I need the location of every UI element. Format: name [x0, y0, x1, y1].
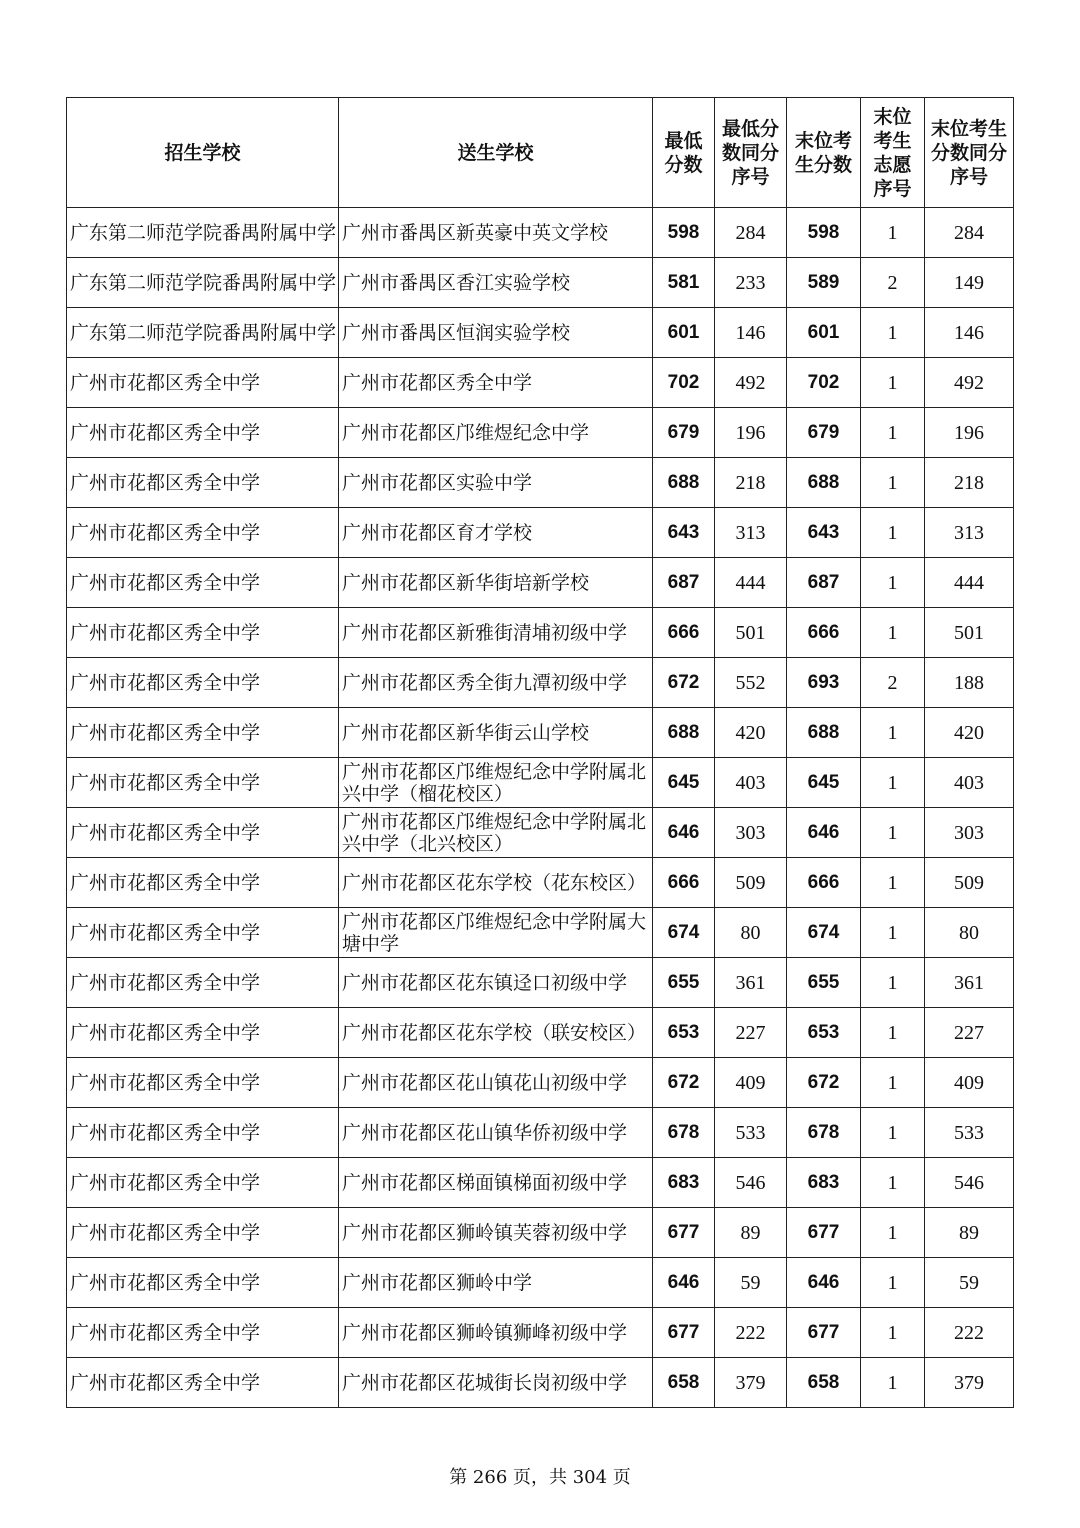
table-row [67, 658, 1014, 708]
sending-school-cell: 广州市花都区邝维煜纪念中学附属大塘中学 [339, 908, 653, 958]
min-score-cell: 655 [653, 958, 715, 1008]
min-score-cell: 601 [653, 308, 715, 358]
last-wish-rank-cell: 2 [861, 258, 925, 308]
sending-school-cell: 广州市花都区花东镇迳口初级中学 [339, 958, 653, 1008]
recruiting-school-cell: 广州市花都区秀全中学 [67, 1058, 339, 1108]
header-row [67, 98, 1014, 208]
min-score-tie-rank-cell: 409 [715, 1058, 787, 1108]
last-wish-rank-cell: 1 [861, 1258, 925, 1308]
last-score-cell: 672 [787, 1058, 861, 1108]
last-score-cell: 674 [787, 908, 861, 958]
last-wish-rank-cell: 1 [861, 1208, 925, 1258]
last-score-tie-rank-cell: 492 [925, 358, 1014, 408]
min-score-tie-rank-cell: 509 [715, 858, 787, 908]
table-row [67, 1008, 1014, 1058]
last-score-tie-rank-cell: 80 [925, 908, 1014, 958]
recruiting-school-cell: 广州市花都区秀全中学 [67, 958, 339, 1008]
table-row [67, 1308, 1014, 1358]
last-score-cell: 655 [787, 958, 861, 1008]
min-score-cell: 688 [653, 708, 715, 758]
last-score-tie-rank-cell: 218 [925, 458, 1014, 508]
last-score-cell: 687 [787, 558, 861, 608]
table-row [67, 508, 1014, 558]
table-row [67, 258, 1014, 308]
sending-school-cell: 广州市花都区花山镇花山初级中学 [339, 1058, 653, 1108]
min-score-cell: 598 [653, 208, 715, 258]
last-score-tie-rank-cell: 303 [925, 808, 1014, 858]
last-wish-rank-cell: 1 [861, 458, 925, 508]
min-score-tie-rank-cell: 303 [715, 808, 787, 858]
last-score-tie-rank-cell: 501 [925, 608, 1014, 658]
min-score-cell: 687 [653, 558, 715, 608]
table-row [67, 858, 1014, 908]
recruiting-school-cell: 广州市花都区秀全中学 [67, 1258, 339, 1308]
sending-school-cell: 广州市番禺区新英豪中英文学校 [339, 208, 653, 258]
min-score-tie-rank-cell: 59 [715, 1258, 787, 1308]
last-wish-rank-cell: 1 [861, 1308, 925, 1358]
min-score-tie-rank-cell: 403 [715, 758, 787, 808]
min-score-cell: 672 [653, 1058, 715, 1108]
last-wish-rank-cell: 1 [861, 358, 925, 408]
min-score-tie-rank-cell: 233 [715, 258, 787, 308]
last-score-cell: 645 [787, 758, 861, 808]
last-score-cell: 589 [787, 258, 861, 308]
min-score-tie-rank-cell: 546 [715, 1158, 787, 1208]
last-wish-rank-cell: 1 [861, 558, 925, 608]
last-score-tie-rank-cell: 420 [925, 708, 1014, 758]
min-score-cell: 688 [653, 458, 715, 508]
min-score-tie-rank-cell: 361 [715, 958, 787, 1008]
min-score-tie-rank-cell: 379 [715, 1358, 787, 1408]
last-score-tie-rank-cell: 222 [925, 1308, 1014, 1358]
table-row [67, 308, 1014, 358]
min-score-tie-rank-cell: 218 [715, 458, 787, 508]
min-score-tie-rank-cell: 420 [715, 708, 787, 758]
table-row [67, 408, 1014, 458]
recruiting-school-cell: 广州市花都区秀全中学 [67, 458, 339, 508]
last-score-tie-rank-cell: 533 [925, 1108, 1014, 1158]
last-score-tie-rank-cell: 409 [925, 1058, 1014, 1108]
recruiting-school-cell: 广州市花都区秀全中学 [67, 808, 339, 858]
table-row [67, 558, 1014, 608]
min-score-tie-rank-cell: 222 [715, 1308, 787, 1358]
table-row [67, 1358, 1014, 1408]
sending-school-cell: 广州市番禺区香江实验学校 [339, 258, 653, 308]
last-score-cell: 666 [787, 608, 861, 658]
recruiting-school-cell: 广州市花都区秀全中学 [67, 408, 339, 458]
table-row [67, 358, 1014, 408]
last-score-cell: 646 [787, 1258, 861, 1308]
sending-school-cell: 广州市花都区新华街云山学校 [339, 708, 653, 758]
last-wish-rank-cell: 1 [861, 808, 925, 858]
sending-school-cell: 广州市番禺区恒润实验学校 [339, 308, 653, 358]
recruiting-school-cell: 广东第二师范学院番禺附属中学 [67, 258, 339, 308]
last-score-cell: 688 [787, 708, 861, 758]
sending-school-cell: 广州市花都区育才学校 [339, 508, 653, 558]
min-score-cell: 666 [653, 858, 715, 908]
last-score-cell: 653 [787, 1008, 861, 1058]
page-footer: 第 266 页，共 304 页 [449, 1467, 631, 1488]
last-wish-rank-cell: 1 [861, 958, 925, 1008]
min-score-cell: 645 [653, 758, 715, 808]
sending-school-cell: 广州市花都区狮岭镇芙蓉初级中学 [339, 1208, 653, 1258]
min-score-cell: 702 [653, 358, 715, 408]
min-score-cell: 674 [653, 908, 715, 958]
sending-school-cell: 广州市花都区邝维煜纪念中学附属北兴中学（北兴校区） [339, 808, 653, 858]
header-last-score: 末位考生分数 [787, 98, 861, 208]
last-wish-rank-cell: 1 [861, 1108, 925, 1158]
last-score-cell: 683 [787, 1158, 861, 1208]
last-score-cell: 658 [787, 1358, 861, 1408]
recruiting-school-cell: 广州市花都区秀全中学 [67, 758, 339, 808]
last-score-cell: 646 [787, 808, 861, 858]
table-row [67, 1158, 1014, 1208]
min-score-tie-rank-cell: 444 [715, 558, 787, 608]
min-score-tie-rank-cell: 501 [715, 608, 787, 658]
recruiting-school-cell: 广州市花都区秀全中学 [67, 1208, 339, 1258]
last-score-tie-rank-cell: 146 [925, 308, 1014, 358]
last-score-cell: 598 [787, 208, 861, 258]
last-wish-rank-cell: 1 [861, 1358, 925, 1408]
recruiting-school-cell: 广州市花都区秀全中学 [67, 1108, 339, 1158]
sending-school-cell: 广州市花都区狮岭镇狮峰初级中学 [339, 1308, 653, 1358]
header-min-score-tie-rank: 最低分数同分序号 [715, 98, 787, 208]
min-score-cell: 653 [653, 1008, 715, 1058]
min-score-cell: 677 [653, 1308, 715, 1358]
last-wish-rank-cell: 1 [861, 758, 925, 808]
last-wish-rank-cell: 1 [861, 1158, 925, 1208]
min-score-tie-rank-cell: 146 [715, 308, 787, 358]
min-score-cell: 658 [653, 1358, 715, 1408]
min-score-tie-rank-cell: 313 [715, 508, 787, 558]
table-row [67, 1208, 1014, 1258]
last-score-cell: 688 [787, 458, 861, 508]
last-score-tie-rank-cell: 59 [925, 1258, 1014, 1308]
min-score-tie-rank-cell: 80 [715, 908, 787, 958]
min-score-cell: 666 [653, 608, 715, 658]
last-wish-rank-cell: 1 [861, 708, 925, 758]
last-score-cell: 601 [787, 308, 861, 358]
last-wish-rank-cell: 2 [861, 658, 925, 708]
recruiting-school-cell: 广州市花都区秀全中学 [67, 358, 339, 408]
min-score-tie-rank-cell: 89 [715, 1208, 787, 1258]
recruiting-school-cell: 广州市花都区秀全中学 [67, 1358, 339, 1408]
table-row [67, 1058, 1014, 1108]
recruiting-school-cell: 广州市花都区秀全中学 [67, 1308, 339, 1358]
min-score-cell: 678 [653, 1108, 715, 1158]
last-score-cell: 678 [787, 1108, 861, 1158]
table-row [67, 208, 1014, 258]
last-score-tie-rank-cell: 188 [925, 658, 1014, 708]
last-score-cell: 702 [787, 358, 861, 408]
header-min-score: 最低分数 [653, 98, 715, 208]
recruiting-school-cell: 广东第二师范学院番禺附属中学 [67, 208, 339, 258]
sending-school-cell: 广州市花都区新华街培新学校 [339, 558, 653, 608]
min-score-tie-rank-cell: 284 [715, 208, 787, 258]
last-score-tie-rank-cell: 444 [925, 558, 1014, 608]
min-score-cell: 677 [653, 1208, 715, 1258]
last-score-cell: 666 [787, 858, 861, 908]
sending-school-cell: 广州市花都区秀全街九潭初级中学 [339, 658, 653, 708]
header-recruiting-school: 招生学校 [67, 98, 339, 208]
recruiting-school-cell: 广州市花都区秀全中学 [67, 1158, 339, 1208]
last-score-tie-rank-cell: 546 [925, 1158, 1014, 1208]
last-score-tie-rank-cell: 361 [925, 958, 1014, 1008]
sending-school-cell: 广州市花都区秀全中学 [339, 358, 653, 408]
min-score-cell: 646 [653, 808, 715, 858]
sending-school-cell: 广州市花都区狮岭中学 [339, 1258, 653, 1308]
table-row [67, 708, 1014, 758]
recruiting-school-cell: 广州市花都区秀全中学 [67, 608, 339, 658]
sending-school-cell: 广州市花都区新雅街清埔初级中学 [339, 608, 653, 658]
table-row [67, 1108, 1014, 1158]
last-score-tie-rank-cell: 379 [925, 1358, 1014, 1408]
table-row [67, 608, 1014, 658]
sending-school-cell: 广州市花都区花东学校（花东校区） [339, 858, 653, 908]
table-row [67, 908, 1014, 958]
sending-school-cell: 广州市花都区花山镇华侨初级中学 [339, 1108, 653, 1158]
recruiting-school-cell: 广东第二师范学院番禺附属中学 [67, 308, 339, 358]
sending-school-cell: 广州市花都区实验中学 [339, 458, 653, 508]
last-wish-rank-cell: 1 [861, 608, 925, 658]
header-sending-school: 送生学校 [339, 98, 653, 208]
table-row [67, 758, 1014, 808]
min-score-cell: 672 [653, 658, 715, 708]
last-score-tie-rank-cell: 509 [925, 858, 1014, 908]
table-row [67, 458, 1014, 508]
last-score-cell: 643 [787, 508, 861, 558]
min-score-tie-rank-cell: 196 [715, 408, 787, 458]
sending-school-cell: 广州市花都区花城街长岗初级中学 [339, 1358, 653, 1408]
recruiting-school-cell: 广州市花都区秀全中学 [67, 708, 339, 758]
header-last-score-tie-rank: 末位考生分数同分序号 [925, 98, 1014, 208]
last-score-cell: 677 [787, 1208, 861, 1258]
last-wish-rank-cell: 1 [861, 308, 925, 358]
recruiting-school-cell: 广州市花都区秀全中学 [67, 558, 339, 608]
last-score-tie-rank-cell: 284 [925, 208, 1014, 258]
min-score-tie-rank-cell: 492 [715, 358, 787, 408]
last-score-cell: 677 [787, 1308, 861, 1358]
table-row [67, 958, 1014, 1008]
last-wish-rank-cell: 1 [861, 908, 925, 958]
last-wish-rank-cell: 1 [861, 408, 925, 458]
min-score-tie-rank-cell: 533 [715, 1108, 787, 1158]
last-score-cell: 679 [787, 408, 861, 458]
last-score-tie-rank-cell: 149 [925, 258, 1014, 308]
recruiting-school-cell: 广州市花都区秀全中学 [67, 908, 339, 958]
recruiting-school-cell: 广州市花都区秀全中学 [67, 858, 339, 908]
last-score-tie-rank-cell: 313 [925, 508, 1014, 558]
header-last-wish-rank: 末位考生志愿序号 [861, 98, 925, 208]
last-score-tie-rank-cell: 227 [925, 1008, 1014, 1058]
last-wish-rank-cell: 1 [861, 1058, 925, 1108]
admission-table-container [66, 97, 1013, 1408]
last-wish-rank-cell: 1 [861, 1008, 925, 1058]
sending-school-cell: 广州市花都区花东学校（联安校区） [339, 1008, 653, 1058]
recruiting-school-cell: 广州市花都区秀全中学 [67, 1008, 339, 1058]
sending-school-cell: 广州市花都区梯面镇梯面初级中学 [339, 1158, 653, 1208]
table-row [67, 808, 1014, 858]
min-score-tie-rank-cell: 227 [715, 1008, 787, 1058]
min-score-cell: 679 [653, 408, 715, 458]
last-score-cell: 693 [787, 658, 861, 708]
min-score-cell: 581 [653, 258, 715, 308]
min-score-cell: 643 [653, 508, 715, 558]
table-row [67, 1258, 1014, 1308]
last-score-tie-rank-cell: 403 [925, 758, 1014, 808]
sending-school-cell: 广州市花都区邝维煜纪念中学附属北兴中学（榴花校区） [339, 758, 653, 808]
last-wish-rank-cell: 1 [861, 208, 925, 258]
last-score-tie-rank-cell: 196 [925, 408, 1014, 458]
min-score-tie-rank-cell: 552 [715, 658, 787, 708]
admission-table [66, 97, 1014, 1408]
last-score-tie-rank-cell: 89 [925, 1208, 1014, 1258]
min-score-cell: 683 [653, 1158, 715, 1208]
last-wish-rank-cell: 1 [861, 508, 925, 558]
last-wish-rank-cell: 1 [861, 858, 925, 908]
recruiting-school-cell: 广州市花都区秀全中学 [67, 508, 339, 558]
recruiting-school-cell: 广州市花都区秀全中学 [67, 658, 339, 708]
table-body [67, 208, 1014, 1408]
sending-school-cell: 广州市花都区邝维煜纪念中学 [339, 408, 653, 458]
min-score-cell: 646 [653, 1258, 715, 1308]
